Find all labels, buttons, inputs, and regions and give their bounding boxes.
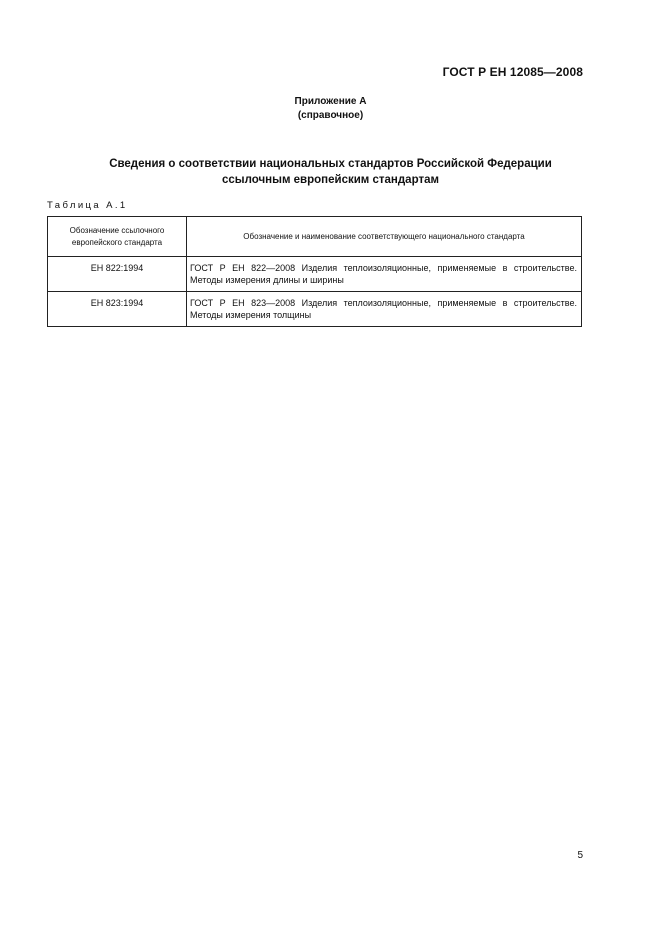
section-heading-line-2: ссылочным европейским стандартам (222, 174, 439, 186)
table-row (48, 257, 582, 292)
table-row (48, 292, 582, 327)
section-heading-line-1: Сведения о соответствии национальных стандартов Российской Федерации (109, 158, 552, 170)
section-heading (0, 156, 661, 188)
document-code: ГОСТ Р ЕН 12085—2008 (442, 65, 583, 79)
appendix-subtitle: (справочное) (297, 110, 364, 121)
column-header-reference-standard: Обозначение ссылочного европейского стандарта (48, 217, 187, 257)
appendix-block (0, 95, 661, 123)
table-header-row (48, 217, 582, 257)
page-number: 5 (577, 850, 583, 861)
standards-table (47, 216, 582, 327)
national-standard-cell: ГОСТ Р ЕН 823—2008 Изделия теплоизоляционные, применяемые в строительстве. Методы измерения толщины (187, 292, 582, 327)
appendix-title: Приложение А (294, 96, 367, 107)
column-header-national-standard: Обозначение и наименование соответствующего национального стандарта (187, 217, 582, 257)
reference-standard-cell: ЕН 823:1994 (48, 292, 187, 327)
national-standard-cell: ГОСТ Р ЕН 822—2008 Изделия теплоизоляционные, применяемые в строительстве. Методы измерения длины и ширины (187, 257, 582, 292)
reference-standard-cell: ЕН 822:1994 (48, 257, 187, 292)
table-caption: Таблица А.1 (47, 200, 128, 211)
